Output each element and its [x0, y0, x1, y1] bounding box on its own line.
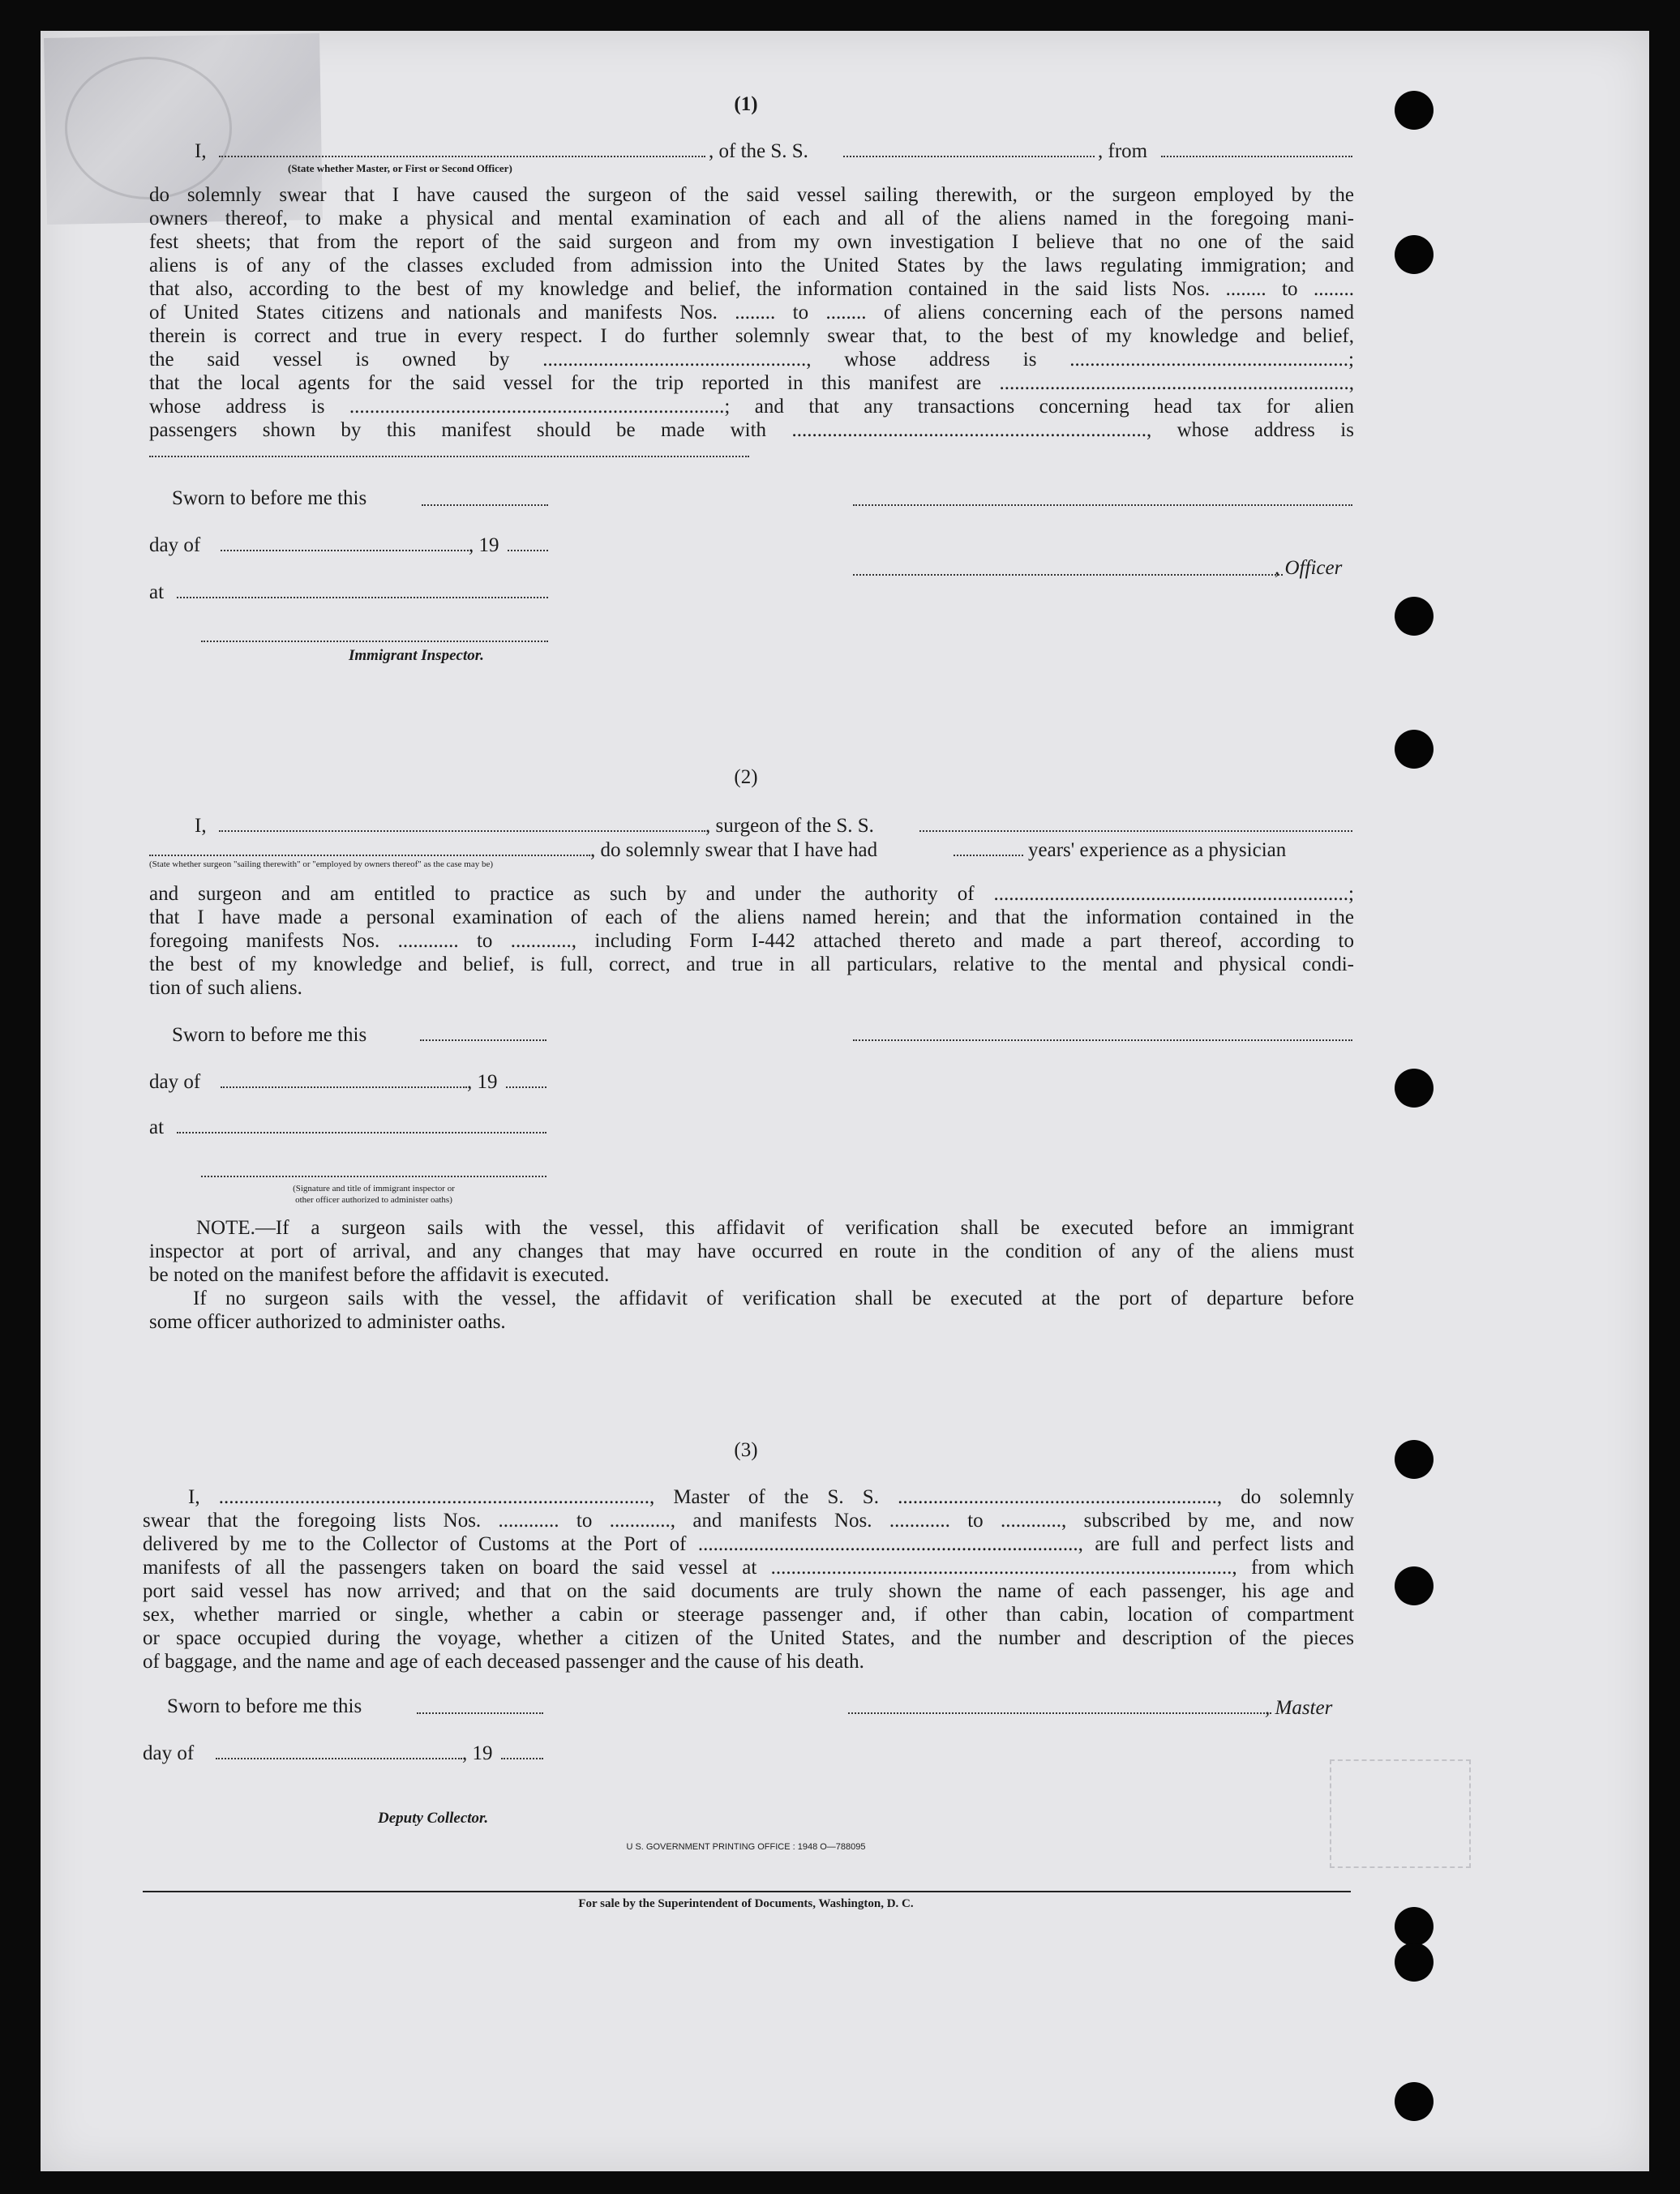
fill-line-surgeon-name[interactable] [219, 830, 705, 832]
fill-line-day-of[interactable] [221, 1086, 467, 1088]
signature-line[interactable] [853, 1039, 1352, 1041]
paragraph-line: I, ....................................................................................., Master of the S. S. ..............................................................., do solemnly [188, 1486, 1354, 1508]
day-of-label: day of [149, 1071, 201, 1093]
master-label: , Master [1265, 1697, 1333, 1719]
at-label: at [149, 1116, 165, 1138]
sworn-label: Sworn to before me this [167, 1695, 362, 1717]
sworn-label: Sworn to before me this [172, 1024, 367, 1046]
paragraph-line: passengers shown by this manifest should be made with ......................................................................, whose address is [149, 419, 1354, 441]
officer-label: , Officer [1275, 557, 1343, 579]
paragraph-line: aliens is of any of the classes excluded from admission into the United States by the laws regulating immigration; and [149, 255, 1354, 276]
fill-line-address[interactable] [149, 456, 749, 457]
fill-line-officer-name[interactable] [219, 156, 705, 157]
master-signature-line[interactable] [848, 1712, 1271, 1714]
paragraph-line: that the local agents for the said vessel for the trip reported in this manifest are ....................................................................., [149, 372, 1354, 394]
paragraph-line: whose address is ..........................................................................; and that any transactions concerning head tax for alien [149, 396, 1354, 418]
at-label: at [149, 581, 165, 603]
section-2-years: years' experience as a physician [1028, 839, 1287, 861]
section-1-paragraph [149, 183, 1354, 442]
punch-hole [1395, 1907, 1434, 1946]
section-2-paragraph [149, 882, 1354, 1000]
paragraph-line: of baggage, and the name and age of each deceased passenger and the cause of his death. [143, 1651, 864, 1673]
day-of-label: day of [143, 1742, 195, 1764]
paragraph-line: delivered by me to the Collector of Customs at the Port of ..........................................................................., are full and perfect lists and [143, 1533, 1354, 1555]
signature-note-1: (Signature and title of immigrant inspector or [293, 1184, 455, 1193]
fill-line-year[interactable] [508, 550, 548, 551]
note-line: If no surgeon sails with the vessel, the affidavit of verification shall be executed at the port of departure before [193, 1288, 1354, 1309]
signature-note-2: other officer authorized to administer oaths) [295, 1195, 452, 1205]
punch-hole [1395, 235, 1434, 274]
fill-line-day-of[interactable] [221, 550, 469, 551]
inspector-signature-line[interactable] [201, 1176, 546, 1177]
year-label: , 19 [467, 1071, 498, 1093]
fill-line-at[interactable] [177, 597, 548, 598]
paragraph-line: fest sheets; that from the report of the said surgeon and from my own investigation I believe that no one of the said [149, 231, 1354, 253]
paragraph-line: foregoing manifests Nos. ............ to ............, including Form I-442 attached thereto and made a part thereof, according to [149, 930, 1354, 952]
fill-line-sworn-day[interactable] [420, 1039, 546, 1041]
section-2-swear: , do solemnly swear that I have had [590, 839, 878, 861]
note-line: some officer authorized to administer oaths. [149, 1311, 506, 1333]
year-label: , 19 [462, 1742, 493, 1764]
section-1-officer-note: (State whether Master, or First or Second Officer) [288, 162, 512, 174]
fill-line-vessel[interactable] [843, 156, 1095, 157]
paragraph-line: therein is correct and true in every respect. I do further solemnly swear that, to the best of my knowledge and belief, [149, 325, 1354, 347]
officer-signature-line[interactable] [853, 574, 1283, 576]
paragraph-line: the said vessel is owned by ...................................................., whose address is .......................................................; [149, 349, 1354, 371]
paragraph-line: the best of my knowledge and belief, is full, correct, and true in all particulars, relative to the mental and physical condi- [149, 953, 1354, 975]
fill-line-year[interactable] [501, 1758, 543, 1759]
fill-line-year[interactable] [506, 1086, 546, 1088]
immigrant-inspector-label: Immigrant Inspector. [349, 647, 484, 664]
bleed-through-box [1330, 1759, 1471, 1868]
section-1-number: (1) [734, 93, 758, 115]
sworn-label: Sworn to before me this [172, 487, 367, 509]
punch-hole [1395, 1069, 1434, 1108]
paragraph-line: tion of such aliens. [149, 977, 302, 999]
deputy-collector-label: Deputy Collector. [378, 1810, 489, 1827]
fill-line-years[interactable] [954, 855, 1023, 856]
punch-hole [1395, 597, 1434, 636]
printing-office-line: U S. GOVERNMENT PRINTING OFFICE : 1948 O—788095 [626, 1842, 866, 1852]
section-2-surgeon-note: (State whether surgeon "sailing therewith" or "employed by owners thereof" as the case may be) [149, 859, 494, 869]
fill-line-surgeon-vessel[interactable] [919, 830, 1352, 832]
section-3-paragraph [143, 1485, 1354, 1673]
punch-hole [1395, 1943, 1434, 1982]
section-2-number: (2) [734, 766, 758, 788]
section-1-i: I, [195, 140, 207, 162]
fill-line-day-of[interactable] [216, 1758, 462, 1759]
punch-hole [1395, 91, 1434, 130]
signature-line[interactable] [853, 504, 1352, 506]
fill-line-from[interactable] [1161, 156, 1352, 157]
paragraph-line: and surgeon and am entitled to practice as such by and under the authority of ......................................................................; [149, 883, 1354, 905]
section-1-of-ss: , of the S. S. [709, 140, 808, 162]
section-3-number: (3) [734, 1439, 758, 1461]
inspector-signature-line[interactable] [201, 641, 548, 642]
stamp-mark [65, 57, 232, 199]
fill-line-sworn-day[interactable] [417, 1712, 543, 1714]
section-2-note [149, 1216, 1354, 1334]
paragraph-line: manifests of all the passengers taken on board the said vessel at ..........................................................................................., from which [143, 1557, 1354, 1579]
section-1-from: , from [1098, 140, 1148, 162]
punch-hole [1395, 1440, 1434, 1479]
for-sale-line: For sale by the Superintendent of Documents, Washington, D. C. [578, 1897, 914, 1910]
punch-hole [1395, 1566, 1434, 1605]
note-line: inspector at port of arrival, and any changes that may have occurred en route in the condition of any of the aliens must [149, 1241, 1354, 1262]
fill-line-surgeon-type[interactable] [149, 855, 590, 856]
paragraph-line: that I have made a personal examination of each of the aliens named herein; and that the information contained in the [149, 906, 1354, 928]
fill-line-sworn-day[interactable] [422, 504, 548, 506]
section-2-i: I, [195, 815, 207, 837]
paragraph-line: that also, according to the best of my knowledge and belief, the information contained in the said lists Nos. ........ to ........ [149, 278, 1354, 300]
note-line: be noted on the manifest before the affidavit is executed. [149, 1264, 610, 1286]
year-label: , 19 [469, 534, 499, 556]
paragraph-line: swear that the foregoing lists Nos. ............ to ............, and manifests Nos. ............ to ............, subscribed by me, and now [143, 1510, 1354, 1532]
note-line: NOTE.—If a surgeon sails with the vessel, this affidavit of verification shall be executed before an immigrant [196, 1217, 1354, 1239]
section-2-surgeon-of: , surgeon of the S. S. [705, 815, 874, 837]
paragraph-line: or space occupied during the voyage, whether a citizen of the United States, and the number and description of the pieces [143, 1627, 1354, 1649]
footer-rule [143, 1891, 1351, 1892]
paragraph-line: do solemnly swear that I have caused the surgeon of the said vessel sailing therewith, or the surgeon employed by the [149, 184, 1354, 206]
paragraph-line: sex, whether married or single, whether a cabin or steerage passenger and, if other than cabin, location of compartment [143, 1604, 1354, 1626]
paragraph-line: of United States citizens and nationals and manifests Nos. ........ to ........ of aliens concerning each of the persons named [149, 302, 1354, 324]
paragraph-line: port said vessel has now arrived; and that on the said documents are truly shown the name of each passenger, his age and [143, 1580, 1354, 1602]
punch-hole [1395, 2082, 1434, 2121]
paragraph-line: owners thereof, to make a physical and mental examination of each and all of the aliens named in the foregoing mani- [149, 208, 1354, 229]
day-of-label: day of [149, 534, 201, 556]
punch-hole [1395, 730, 1434, 769]
fill-line-at[interactable] [177, 1132, 546, 1133]
